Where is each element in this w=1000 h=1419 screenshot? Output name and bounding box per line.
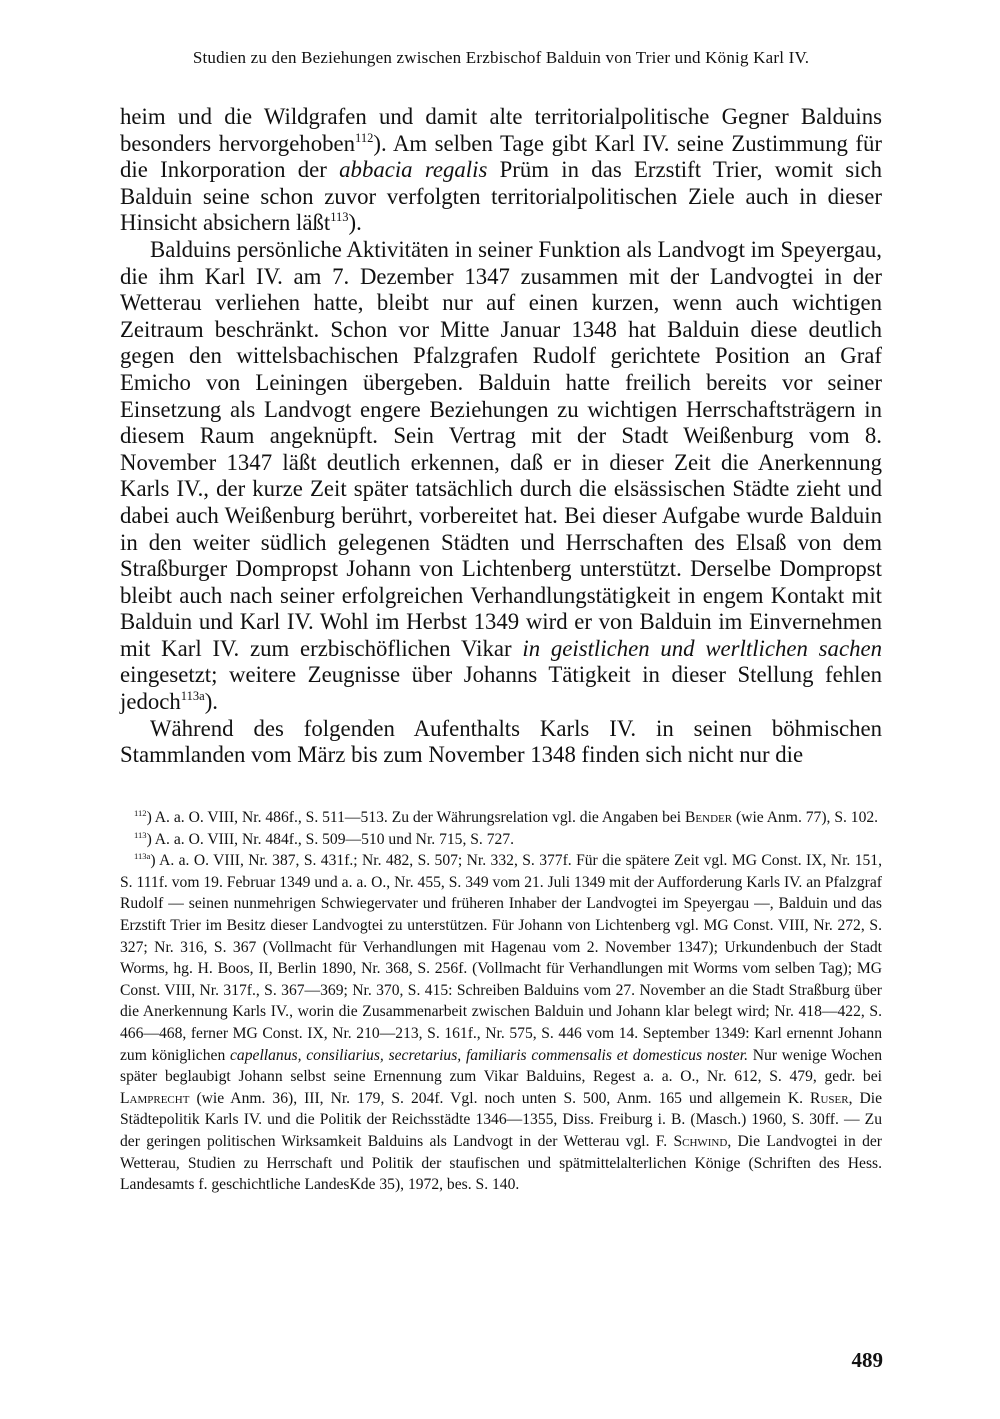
footnote-113a: $^{113a}$) A. a. O. VIII, Nr. 387, S. 431f.; Nr. 482, S. 507; Nr. 332, S. 377f. Für die spätere Zeit vgl. MG Const. IX, Nr. 151, S. 111f. vom 19. Februar 1349 und a. a. O., Nr. 455, S. 349 vom 21. Juli 1349 mit der Aufforderung Karls IV. an Pfalzgraf Rudolf — seinen nunmehrigen Schwiegervater und früheren Inhaber der Landvogtei im Speyergau —, Balduin und das Erzstift Trier im Besitz dieser Landvogtei zu unterstützen. Für Johann von Lichtenberg vgl. MG Const. VIII, Nr. 272, S. 327; Nr. 316, S. 367 (Vollmacht für Verhandlungen mit Hagenau vom 2. November 1347); Urkundenbuch der Stadt Worms, hg. H. Boos, II, Berlin 1890, Nr. 368, S. 256f. (Vollmacht für Verhandlungen mit Worms vom selben Tag); MG Const. VIII, Nr. 317f., S. 367—369; Nr. 370, S. 415: Schreiben Balduins vom 27. November an die Stadt Straßburg über die Anerkennung Karls IV., worin die Zusammenarbeit zwischen Balduin und Johann klar belegt wird; Nr. 418—422, S. 466—468, ferner MG Const. IX, Nr. 210—213, S. 161f., Nr. 575, S. 446 vom 14. September 1349: Karl ernennt Johann zum königlichen capellanus, consiliarius, secretarius, familiaris commensalis et domesticus noster. Nur wenige Wochen später beglaubigt Johann selbst seine Ernennung zum Vikar Balduins, Regest a. a. O., Nr. 612, S. 479, gedr. bei Lamprecht (wie Anm. 36), III, Nr. 179, S. 204f. Vgl. noch unten S. 500, Anm. 165 und allgemein K. Ruser, Die Städtepolitik Karls IV. und die Politik der Reichsstädte 1346—1355, Diss. Freiburg i. B. (Masch.) 1960, S. 30ff. — Zu der geringen politischen Wirksamkeit Balduins als Landvogt in der Wetterau vgl. F. Schwind, Die Landvogtei in der Wetterau, Studien zu Herrschaft und Politik der staufischen und spätmittelalterlichen Könige (Schriften des Hess. Landesamts f. geschichtliche LandesKde 35), 1972, bes. S. 140. [120,851,883,1194]
italic-latin-phrase: capellanus, consiliarius, secretarius, familiaris commensalis et domesticus noster. [230,1046,748,1064]
main-text [120,104,882,769]
paragraph-3: Während des folgenden Aufenthalts Karls IV. in seinen böhmischen Stammlanden vom März bis zum November 1348 finden sich nicht nur die [120,715,882,768]
footnote-number: 113a [134,851,151,862]
running-head: Studien zu den Beziehungen zwischen Erzbischof Balduin von Trier und König Karl IV. [192,48,810,67]
italic-term: abbacia regalis [339,157,488,183]
author-name: Ruser [810,1089,849,1107]
footnote-number: 112 [134,808,147,818]
paragraph-2: Balduins persönliche Aktivitäten in seiner Funktion als Landvogt im Speyergau, die ihm Karl IV. am 7. Dezember 1347 zusammen mit der Landvogtei in der Wetterau verliehen hatte, bleibt nur auf einen kurzen, wenn auch wichtigen Zeitraum beschränkt. Schon vor Mitte Januar 1348 hat Balduin diese deutlich gegen den wittelsbachischen Pfalzgrafen Rudolf gerichtete Position an Graf Emicho von Leiningen übergeben. Balduin hatte freilich bereits vor seiner Einsetzung als Landvogt engere Beziehungen zu wichtigen Herrschaftsträgern in diesem Raum angeknüpft. Sein Vertrag mit der Stadt Weißenburg vom 8. November 1347 läßt deutlich erkennen, daß er in dieser Zeit die Anerkennung Karls IV., der kurze Zeit später tatsächlich durch die elsässischen Städte zieht und dabei auch Weißenburg berührt, vorbereitet hat. Bei dieser Aufgabe wurde Balduin in den weiter südlich gelegenen Städten und Herrschaften des Elsaß von dem Straßburger Dompropst Johann von Lichtenberg unterstützt. Derselbe Dompropst bleibt auch nach seiner erfolgreichen Verhandlungstätigkeit in engem Kontakt mit Balduin und Karl IV. Wohl im Herbst 1349 wird er von Balduin im Einvernehmen mit Karl IV. zum erzbischöflichen Vikar in geistlichen und werltlichen sachen eingesetzt; weitere Zeugnisse über Johanns Tätigkeit in dieser Stellung fehlen jedoch$^{113a}$). [120,236,882,715]
footnote-ref-112[interactable]: 112 [355,130,374,145]
page-number: 489 [851,1348,883,1372]
author-name: Bender [685,809,733,826]
italic-phrase: in geistlichen und werltlichen sachen [522,635,882,661]
author-name: Lamprecht [120,1089,190,1107]
footnote-number: 113 [134,829,147,840]
footnote-112: $^{112}$) A. a. O. VIII, Nr. 486f., S. 511—513. Zu der Währungsrelation vgl. die Angaben bei Bender (wie Anm. 77), S. 102. [134,808,879,826]
footnote-ref-113[interactable]: 113 [330,210,349,225]
footnotes [120,807,882,1196]
paragraph-1: heim und die Wildgrafen und damit alte territorialpolitische Gegner Balduins besonders hervorgehoben$^{112}$). Am selben Tage gibt Karl IV. seine Zustimmung für die Inkorporation der abbacia regalis Prüm in das Erzstift Trier, womit sich Balduin seine schon zuvor verfolgten territorialpolitischen Ziele auch in dieser Hinsicht absichern läßt$^{113}$). [120,104,883,236]
footnote-113: $^{113}$) A. a. O. VIII, Nr. 484f., S. 509—510 und Nr. 715, S. 727. [134,829,515,848]
footnote-ref-113a[interactable]: 113a [180,689,205,704]
author-name: Schwind [673,1132,728,1150]
